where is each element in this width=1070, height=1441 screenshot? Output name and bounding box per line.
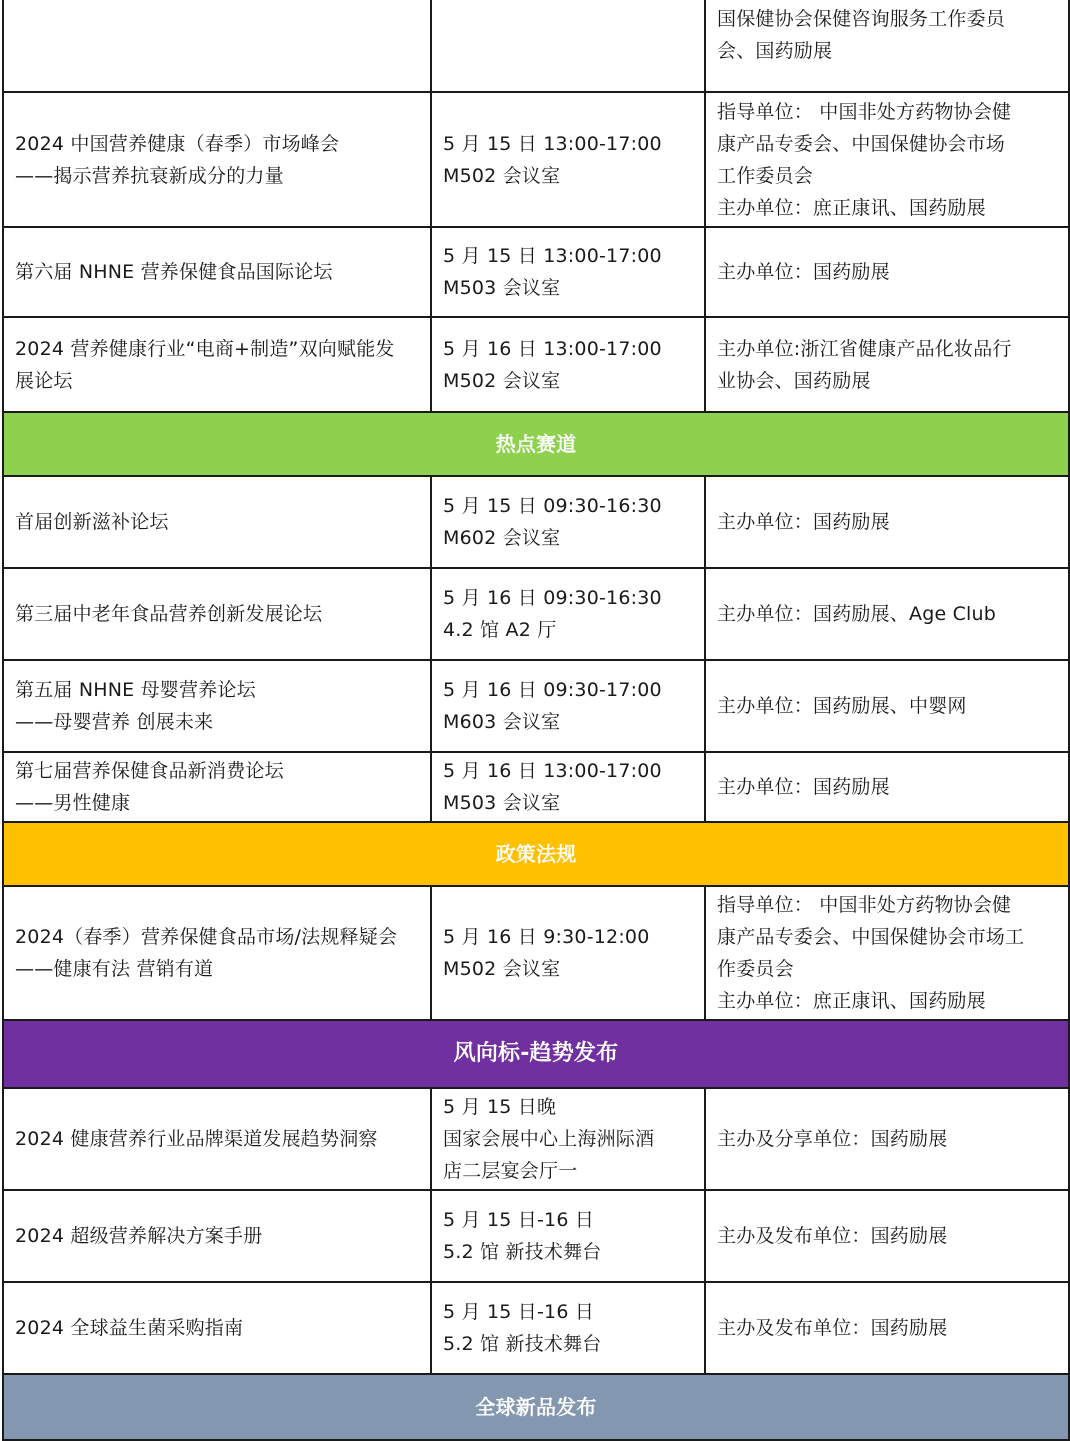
organizer-line: 主办单位：国药励展	[717, 511, 890, 533]
forum-name-cell	[3, 227, 431, 317]
venue-line: 5.2 馆 新技术舞台	[443, 1241, 602, 1263]
organizer-line: 主办单位:浙江省健康产品化妆品行	[717, 337, 1012, 360]
organizer-line: 主办单位：庶正康讯、国药励展	[717, 990, 986, 1012]
report-name-line: 2024 健康营养行业品牌渠道发展趋势洞察	[15, 1128, 378, 1150]
time-venue-cell	[431, 227, 705, 317]
section-header-new-products	[3, 1374, 1069, 1440]
forum-name-cell	[3, 886, 431, 1020]
organizer-line: 主办及发布单位：国药励展	[717, 1225, 948, 1247]
forum-name-cell	[3, 1088, 431, 1190]
time-line: 5 月 15 日 09:30-16:30	[443, 495, 662, 517]
table-row	[3, 568, 1069, 660]
forum-name-cell	[3, 1282, 431, 1374]
forum-subtitle-line: ——男性健康	[15, 792, 131, 814]
time-venue-cell	[431, 476, 705, 568]
forum-name-line: 第五届 NHNE 母婴营养论坛	[15, 679, 256, 701]
organizer-line: 康产品专委会、中国保健协会市场工	[717, 926, 1025, 948]
venue-line: 4.2 馆 A2 厅	[443, 619, 557, 641]
forum-name-cell	[3, 476, 431, 568]
time-venue-cell	[431, 92, 705, 227]
venue-line: M603 会议室	[443, 711, 561, 733]
organizer-line: 作委员会	[717, 958, 794, 980]
section-title: 风向标-趋势发布	[3, 1020, 1069, 1088]
time-venue-cell	[431, 1190, 705, 1282]
organizer-line: 国保健协会保健咨询服务工作委员	[717, 8, 1006, 30]
forum-subtitle-line: ——揭示营养抗衰新成分的力量	[15, 164, 284, 187]
venue-line: M502 会议室	[443, 369, 561, 392]
venue-line: M602 会议室	[443, 527, 561, 549]
section-header-policy	[3, 822, 1069, 886]
time-line: 5 月 15 日 13:00-17:00	[443, 132, 662, 155]
time-line: 5 月 15 日 13:00-17:00	[443, 245, 662, 267]
organizer-cell	[705, 476, 1069, 568]
table-row	[3, 92, 1069, 227]
venue-line: 5.2 馆 新技术舞台	[443, 1333, 602, 1355]
venue-line: M502 会议室	[443, 958, 561, 980]
organizer-line: 工作委员会	[717, 164, 814, 187]
forum-name-cell	[3, 752, 431, 822]
organizer-cell	[705, 886, 1069, 1020]
forum-name-cell	[3, 660, 431, 752]
organizer-line: 会、国药励展	[717, 40, 833, 62]
organizer-cell	[705, 317, 1069, 412]
organizer-line: 主办单位：庶正康讯、国药励展	[717, 196, 986, 219]
time-venue-cell	[431, 568, 705, 660]
table-row	[3, 886, 1069, 1020]
table-row	[3, 476, 1069, 568]
table-row	[3, 660, 1069, 752]
organizer-line: 指导单位： 中国非处方药物协会健	[717, 894, 1012, 916]
forum-name-line: 第三届中老年食品营养创新发展论坛	[15, 603, 323, 625]
report-name-line: 2024 超级营养解决方案手册	[15, 1225, 263, 1247]
section-title: 全球新品发布	[3, 1374, 1069, 1440]
forum-name-line: 2024（春季）营养保健食品市场/法规释疑会	[15, 926, 398, 948]
organizer-cell	[705, 660, 1069, 752]
forum-subtitle-line: ——母婴营养 创展未来	[15, 711, 214, 733]
forum-name-line: 第六届 NHNE 营养保健食品国际论坛	[15, 261, 333, 283]
time-venue-cell	[431, 1282, 705, 1374]
section-title: 热点赛道	[3, 412, 1069, 476]
organizer-line: 主办单位：国药励展	[717, 261, 890, 283]
time-line: 5 月 15 日-16 日	[443, 1301, 595, 1323]
organizer-cell	[705, 1282, 1069, 1374]
organizer-cell	[705, 1088, 1069, 1190]
forum-schedule-table	[2, 0, 1070, 1441]
venue-line: 店二层宴会厅一	[443, 1160, 578, 1182]
time-venue-cell	[431, 1088, 705, 1190]
forum-name-line: 展论坛	[15, 369, 73, 392]
organizer-line: 主办单位：国药励展、中婴网	[717, 695, 967, 717]
organizer-line: 主办单位：国药励展	[717, 776, 890, 798]
time-venue-cell	[431, 660, 705, 752]
table-row	[3, 317, 1069, 412]
forum-name-line: 2024 营养健康行业“电商+制造”双向赋能发	[15, 337, 395, 360]
organizer-cell	[705, 1190, 1069, 1282]
organizer-cell	[705, 92, 1069, 227]
venue-line: M502 会议室	[443, 164, 561, 187]
venue-line: 国家会展中心上海洲际酒	[443, 1128, 655, 1150]
table-row	[3, 1282, 1069, 1374]
forum-name-line: 2024 中国营养健康（春季）市场峰会	[15, 132, 340, 155]
organizer-cell	[705, 227, 1069, 317]
time-line: 5 月 15 日晚	[443, 1096, 557, 1118]
organizer-line: 主办单位：国药励展、Age Club	[717, 603, 997, 625]
forum-name-cell	[3, 0, 431, 92]
table-row	[3, 752, 1069, 822]
forum-subtitle-line: ——健康有法 营销有道	[15, 958, 214, 980]
organizer-cell	[705, 0, 1069, 92]
report-name-line: 2024 全球益生菌采购指南	[15, 1317, 244, 1339]
forum-name-line: 第七届营养保健食品新消费论坛	[15, 760, 284, 782]
organizer-line: 主办及分享单位：国药励展	[717, 1128, 948, 1150]
forum-name-cell	[3, 1190, 431, 1282]
section-header-hot-tracks	[3, 412, 1069, 476]
table-row	[3, 1190, 1069, 1282]
forum-name-cell	[3, 568, 431, 660]
forum-name-line: 首届创新滋补论坛	[15, 511, 169, 533]
section-header-trend	[3, 1020, 1069, 1088]
time-venue-cell	[431, 0, 705, 92]
venue-line: M503 会议室	[443, 277, 561, 299]
time-line: 5 月 16 日 09:30-17:00	[443, 679, 662, 701]
time-line: 5 月 16 日 13:00-17:00	[443, 337, 662, 360]
table-row	[3, 1088, 1069, 1190]
time-venue-cell	[431, 752, 705, 822]
time-line: 5 月 16 日 13:00-17:00	[443, 760, 662, 782]
organizer-line: 主办及发布单位：国药励展	[717, 1317, 948, 1339]
table-row	[3, 227, 1069, 317]
table-row	[3, 0, 1069, 92]
organizer-line: 指导单位： 中国非处方药物协会健	[717, 100, 1012, 123]
forum-name-cell	[3, 317, 431, 412]
time-venue-cell	[431, 886, 705, 1020]
section-title: 政策法规	[3, 822, 1069, 886]
time-line: 5 月 16 日 9:30-12:00	[443, 926, 650, 948]
time-venue-cell	[431, 317, 705, 412]
organizer-line: 业协会、国药励展	[717, 369, 871, 392]
forum-name-cell	[3, 92, 431, 227]
time-line: 5 月 16 日 09:30-16:30	[443, 587, 662, 609]
venue-line: M503 会议室	[443, 792, 561, 814]
organizer-cell	[705, 752, 1069, 822]
time-line: 5 月 15 日-16 日	[443, 1209, 595, 1231]
organizer-line: 康产品专委会、中国保健协会市场	[717, 132, 1006, 155]
organizer-cell	[705, 568, 1069, 660]
